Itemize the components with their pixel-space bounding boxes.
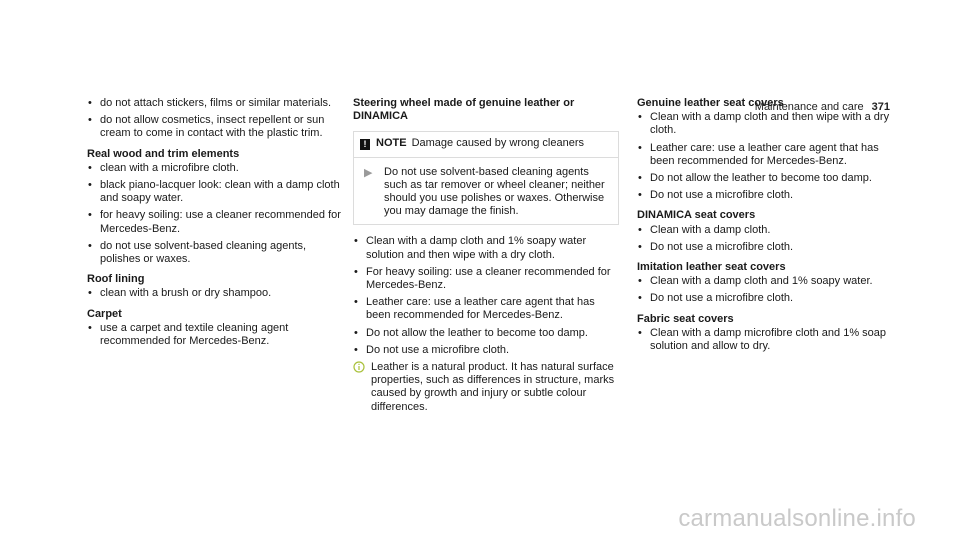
- info-text: Leather is a natural product. It has natural surface properties, such as differences in structure, marks caused by growth and injury or subtle colour differences.: [371, 361, 615, 413]
- list-item: • do not allow cosmetics, insect repellent or sun cream to come in contact with the plastic trim.: [88, 114, 325, 140]
- list-item: • use a carpet and textile cleaning agent recommended for Mercedes-Benz.: [88, 321, 289, 348]
- section-heading: Real wood and trim elements: [87, 147, 240, 160]
- list-item: • Do not use a microfibre cloth.: [638, 240, 794, 253]
- note-body: [354, 158, 618, 225]
- note-label: NOTE: [376, 137, 407, 150]
- watermark-link[interactable]: carmanualsonline.info: [678, 505, 916, 532]
- warning-icon: !: [360, 139, 370, 150]
- section-title: Maintenance and care: [754, 101, 864, 113]
- column-3: [637, 97, 899, 357]
- list-item: • Do not allow the leather to become too damp.: [354, 326, 588, 339]
- list-item: • Clean with a damp microfibre cloth and 1% soap solution and allow to dry.: [638, 326, 887, 353]
- section-heading: Fabric seat covers: [637, 312, 734, 325]
- list-item: • clean with a microfibre cloth.: [88, 161, 239, 174]
- note-text: Do not use solvent-based cleaning agents such as tar remover or wheel cleaner; neither should you use polishes or waxes. Otherwise you may damage the finish.: [384, 165, 605, 218]
- list-item: • Do not use a microfibre cloth.: [354, 343, 510, 356]
- list-item: • do not attach stickers, films or similar materials.: [88, 97, 332, 109]
- section-heading: Genuine leather seat covers: [637, 97, 784, 109]
- list-item: • Do not allow the leather to become too damp.: [638, 172, 872, 185]
- note-header: [354, 132, 618, 157]
- column-2: [353, 97, 619, 414]
- list-item: • Do not use a microfibre cloth.: [638, 189, 794, 202]
- column-1: [87, 97, 349, 352]
- list-item: • Clean with a damp cloth and 1% soapy water solution and then wipe with a dry cloth.: [354, 235, 587, 261]
- list-item: • Clean with a damp cloth and then wipe with a dry cloth.: [638, 111, 890, 137]
- note-box: [353, 131, 619, 225]
- list-item: • clean with a brush or dry shampoo.: [88, 287, 272, 300]
- section-heading: Steering wheel made of genuine leather or DINAMICA: [353, 97, 575, 123]
- list-item: • do not use solvent-based cleaning agents, polishes or waxes.: [88, 239, 307, 266]
- section-heading: Imitation leather seat covers: [637, 261, 786, 274]
- list-item: • Clean with a damp cloth.: [638, 223, 771, 236]
- list-item: • Leather care: use a leather care agent that has been recommended for Mercedes-Benz.: [638, 141, 879, 167]
- note-title: Damage caused by wrong cleaners: [411, 137, 584, 150]
- arrow-right-icon: ▶: [364, 166, 373, 179]
- list-item: • Do not use a microfibre cloth.: [638, 292, 794, 305]
- info-note: [353, 361, 619, 414]
- list-item: • Leather care: use a leather care agent that has been recommended for Mercedes-Benz.: [354, 296, 595, 322]
- section-heading: Carpet: [87, 307, 122, 320]
- list-item: • black piano-lacquer look: clean with a damp cloth and soapy water.: [88, 179, 340, 205]
- list-item: • for heavy soiling: use a cleaner recommended for Mercedes-Benz.: [88, 209, 341, 235]
- section-heading: DINAMICA seat covers: [637, 209, 756, 222]
- page-number: 371: [871, 101, 890, 113]
- list-item: • Clean with a damp cloth and 1% soapy water.: [638, 275, 873, 288]
- info-icon: [353, 361, 371, 414]
- list-item: • For heavy soiling: use a cleaner recommended for Mercedes-Benz.: [354, 265, 611, 292]
- section-heading: Roof lining: [87, 273, 145, 286]
